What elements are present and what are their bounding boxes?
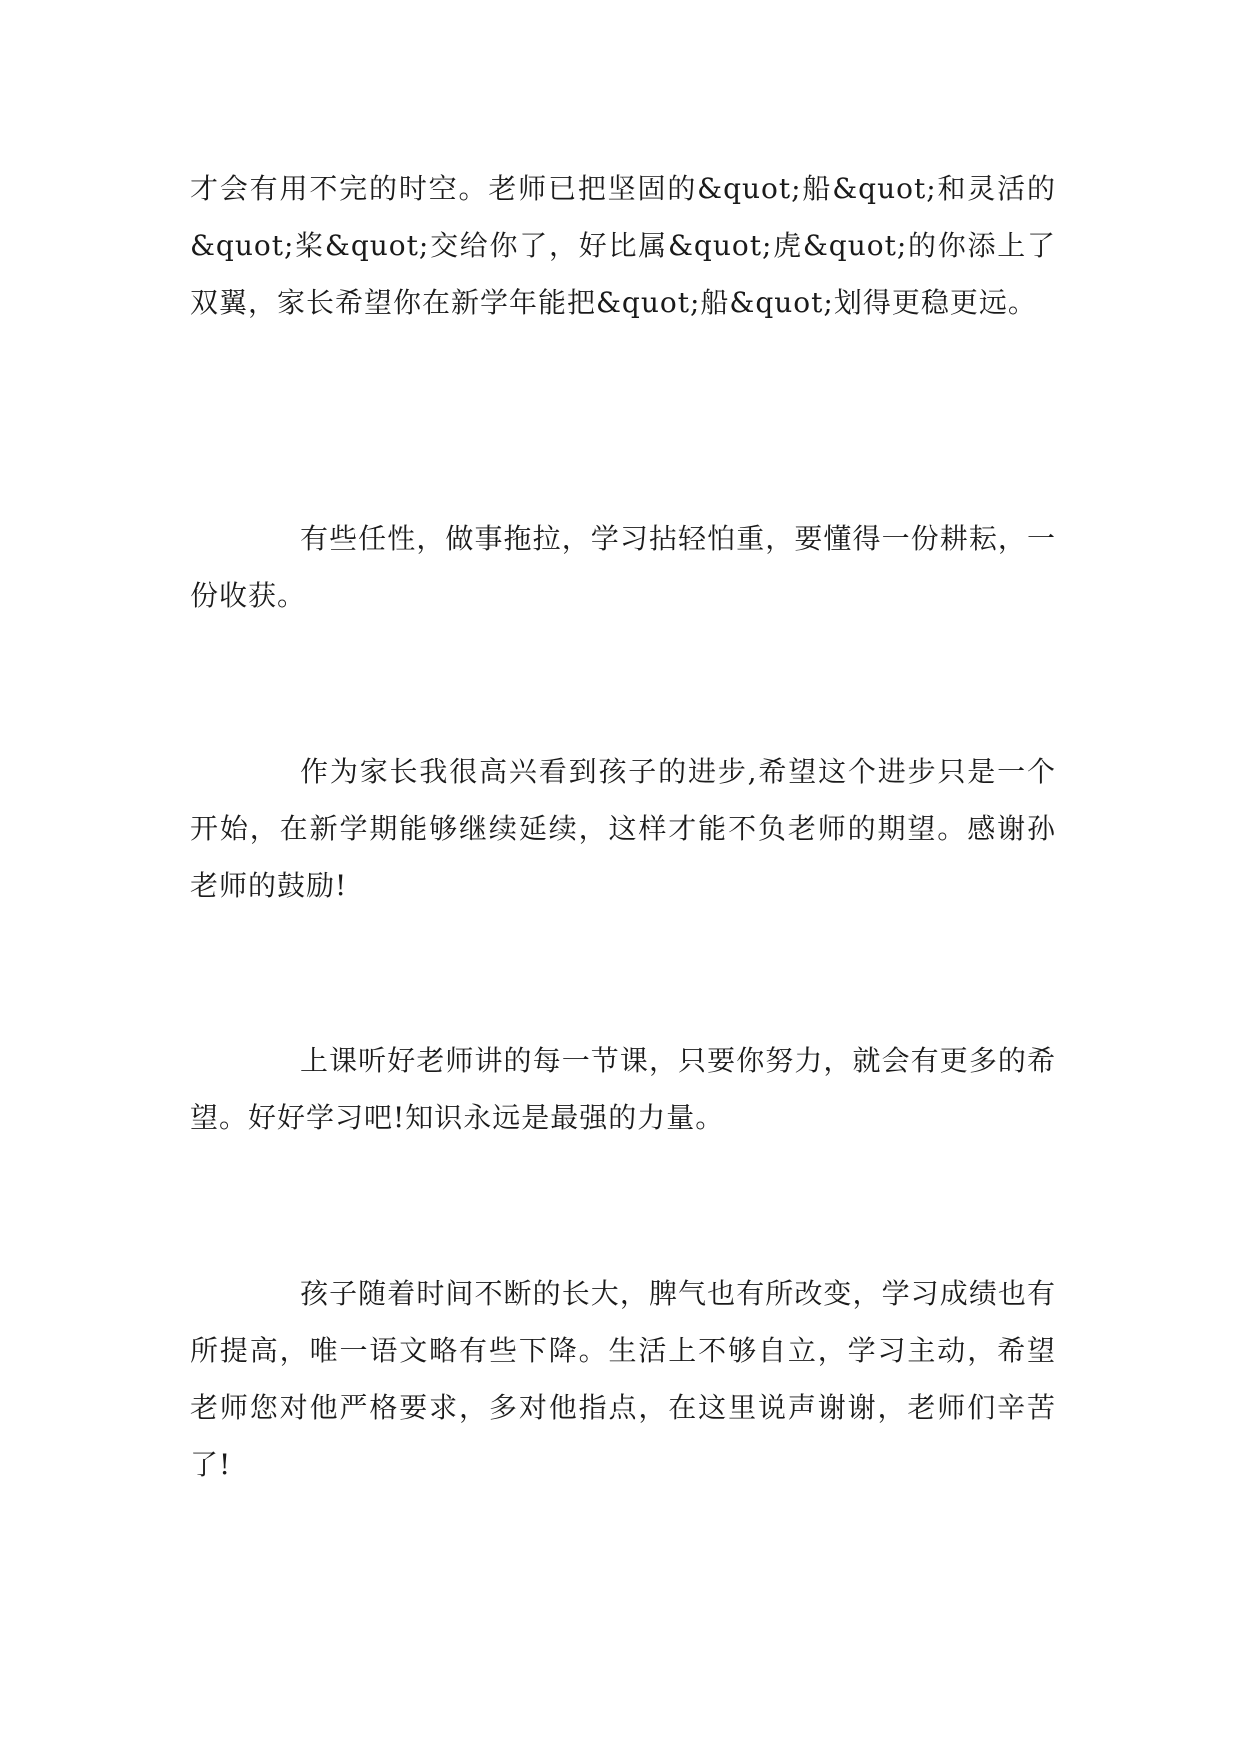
paragraph-2: 有些任性，做事拖拉，学习拈轻怕重，要懂得一份耕耘，一份收获。 bbox=[190, 522, 1056, 612]
paragraph-5: 孩子随着时间不断的长大，脾气也有所改变，学习成绩也有所提高，唯一语文略有些下降。生活上不够自立，学习主动，希望老师您对他严格要求，多对他指点，在这里说声谢谢，老师们辛苦了! bbox=[190, 1277, 1056, 1481]
paragraph-3: 作为家长我很高兴看到孩子的进步,希望这个进步只是一个开始，在新学期能够继续延续，这样才能不负老师的期望。感谢孙老师的鼓励! bbox=[190, 755, 1056, 902]
paragraph-4: 上课听好老师讲的每一节课，只要你努力，就会有更多的希望。好好学习吧!知识永远是最强的力量。 bbox=[190, 1044, 1056, 1134]
paragraph-1: 才会有用不完的时空。老师已把坚固的&quot;船&quot;和灵活的&quot;桨&quot;交给你了，好比属&quot;虎&quot;的你添上了双翼，家长希望你在新学年能把&quot;船&quot;划得更稳更远。 bbox=[190, 172, 1056, 319]
